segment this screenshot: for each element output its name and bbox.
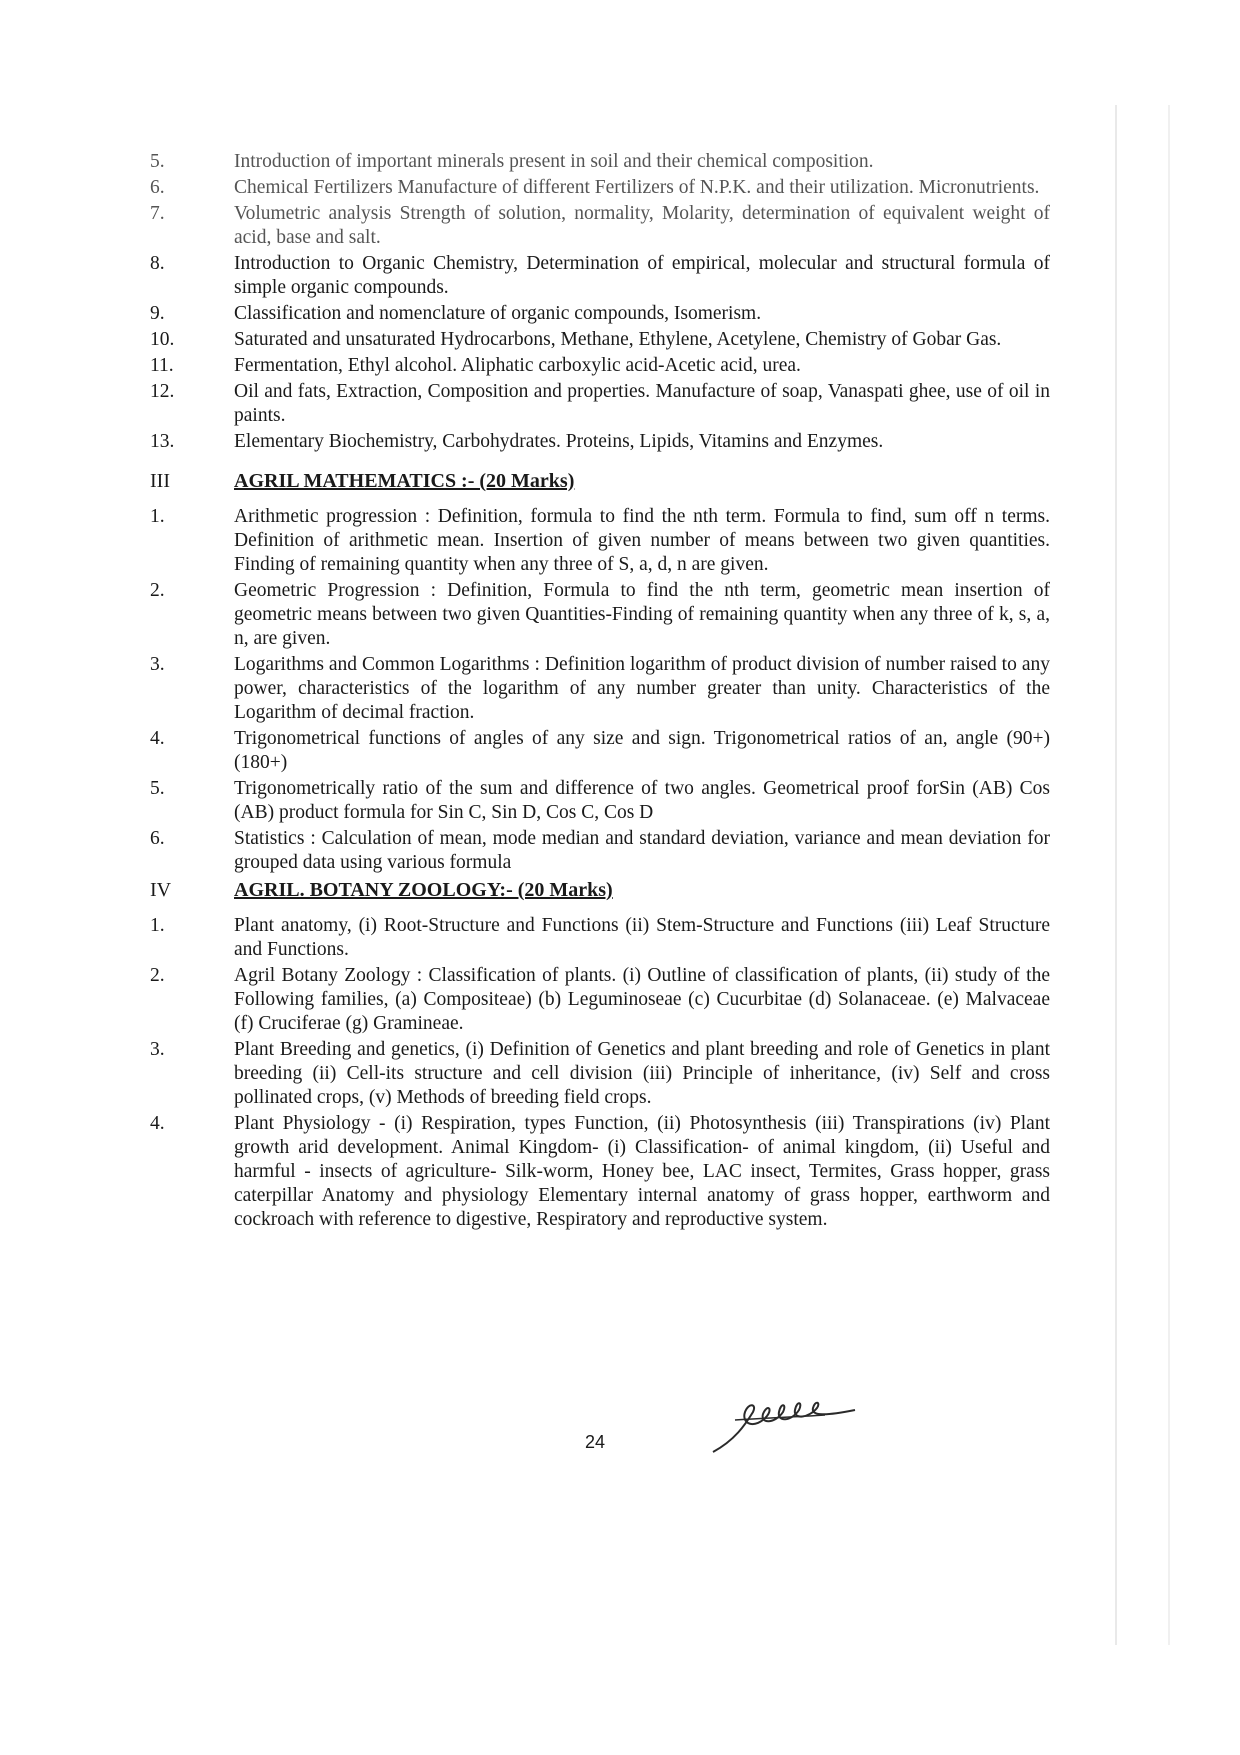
section-heading-botany-zoology: IV AGRIL. BOTANY ZOOLOGY:- (20 Marks) xyxy=(150,879,613,901)
list-item: 1. Arithmetic progression : Definition, formula to find the nth term. Formula to find, sum off n terms. Definition of arithmetic mean. Insertion of given number of means between two given quantities. Finding of remaining quantity when any three of S, a, d, n are given. xyxy=(150,506,1050,575)
list-item: 3. Plant Breeding and genetics, (i) Definition of Genetics and plant breeding and role of Genetics in plant breeding (ii) Cell-its structure and cell division (iii) Principle of inheritance, (iv) Self and cross pollinated crops, (v) Methods of breeding field crops. xyxy=(150,1039,1050,1108)
list-item: 10. Saturated and unsaturated Hydrocarbons, Methane, Ethylene, Acetylene, Chemistry of Gobar Gas. xyxy=(150,329,1002,350)
page-number: 24 xyxy=(585,1432,606,1452)
scan-edge-right xyxy=(1115,105,1117,1645)
list-item: 5. Trigonometrically ratio of the sum and difference of two angles. Geometrical proof forSin (AB) Cos (AB) product formula for Sin C, Sin D, Cos C, Cos D xyxy=(150,778,1050,823)
list-item: 11. Fermentation, Ethyl alcohol. Aliphatic carboxylic acid-Acetic acid, urea. xyxy=(150,355,801,376)
list-item: 5. Introduction of important minerals present in soil and their chemical composition. xyxy=(150,151,874,172)
list-item: 2. Agril Botany Zoology : Classification of plants. (i) Outline of classification of plants, (ii) study of the Following families, (a) Compositeae) (b) Leguminoseae (c) Cucurbitae (d) Solanaceae. (e) Malvaceae (f) Cruciferae (g) Gramineae. xyxy=(150,965,1050,1034)
list-item: 2. Geometric Progression : Definition, Formula to find the nth term, geometric mean insertion of geometric means between two given Quantities-Finding of remaining quantity when any three of k, s, a, n, are given. xyxy=(150,580,1050,649)
list-item: 9. Classification and nomenclature of organic compounds, Isomerism. xyxy=(150,303,762,324)
signature-image xyxy=(705,1390,865,1460)
list-item: 8. Introduction to Organic Chemistry, Determination of empirical, molecular and structural formula of simple organic compounds. xyxy=(150,253,1050,298)
mathematics-list xyxy=(150,505,1050,875)
chemistry-list xyxy=(150,150,1050,454)
list-item: 4. Trigonometrical functions of angles of any size and sign. Trigonometrical ratios of an, angle (90+) (180+) xyxy=(150,728,1050,773)
list-item: 12. Oil and fats, Extraction, Composition and properties. Manufacture of soap, Vanaspati ghee, use of oil in paints. xyxy=(150,381,1050,426)
list-item: 1. Plant anatomy, (i) Root-Structure and Functions (ii) Stem-Structure and Functions (iii) Leaf Structure and Functions. xyxy=(150,915,1050,960)
section-heading-mathematics: III AGRIL MATHEMATICS :- (20 Marks) xyxy=(150,470,575,492)
document-body xyxy=(150,150,1050,1234)
scan-edge-right-outer xyxy=(1168,105,1170,1645)
list-item: 6. Statistics : Calculation of mean, mode median and standard deviation, variance and mean deviation for grouped data using various formula xyxy=(150,828,1050,873)
botany-zoology-list xyxy=(150,914,1050,1232)
list-item: 4. Plant Physiology - (i) Respiration, types Function, (ii) Photosynthesis (iii) Transpirations (iv) Plant growth arid development. Animal Kingdom- (i) Classification- of animal kingdom, (ii) Useful and harmful - insects of agriculture- Silk-worm, Honey bee, LAC insect, Termites, Grass hopper, grass caterpillar Anatomy and physiology Elementary internal anatomy of grass hopper, earthworm and cockroach with reference to digestive, Respiratory and reproductive system. xyxy=(150,1113,1050,1230)
list-item: 6. Chemical Fertilizers Manufacture of different Fertilizers of N.P.K. and their utilization. Micronutrients. xyxy=(150,177,1040,198)
list-item: 13. Elementary Biochemistry, Carbohydrates. Proteins, Lipids, Vitamins and Enzymes. xyxy=(150,431,884,452)
list-item: 7. Volumetric analysis Strength of solution, normality, Molarity, determination of equivalent weight of acid, base and salt. xyxy=(150,203,1050,248)
list-item: 3. Logarithms and Common Logarithms : Definition logarithm of product division of number raised to any power, characteristics of the logarithm of any number greater than unity. Characteristics of the Logarithm of decimal fraction. xyxy=(150,654,1050,723)
